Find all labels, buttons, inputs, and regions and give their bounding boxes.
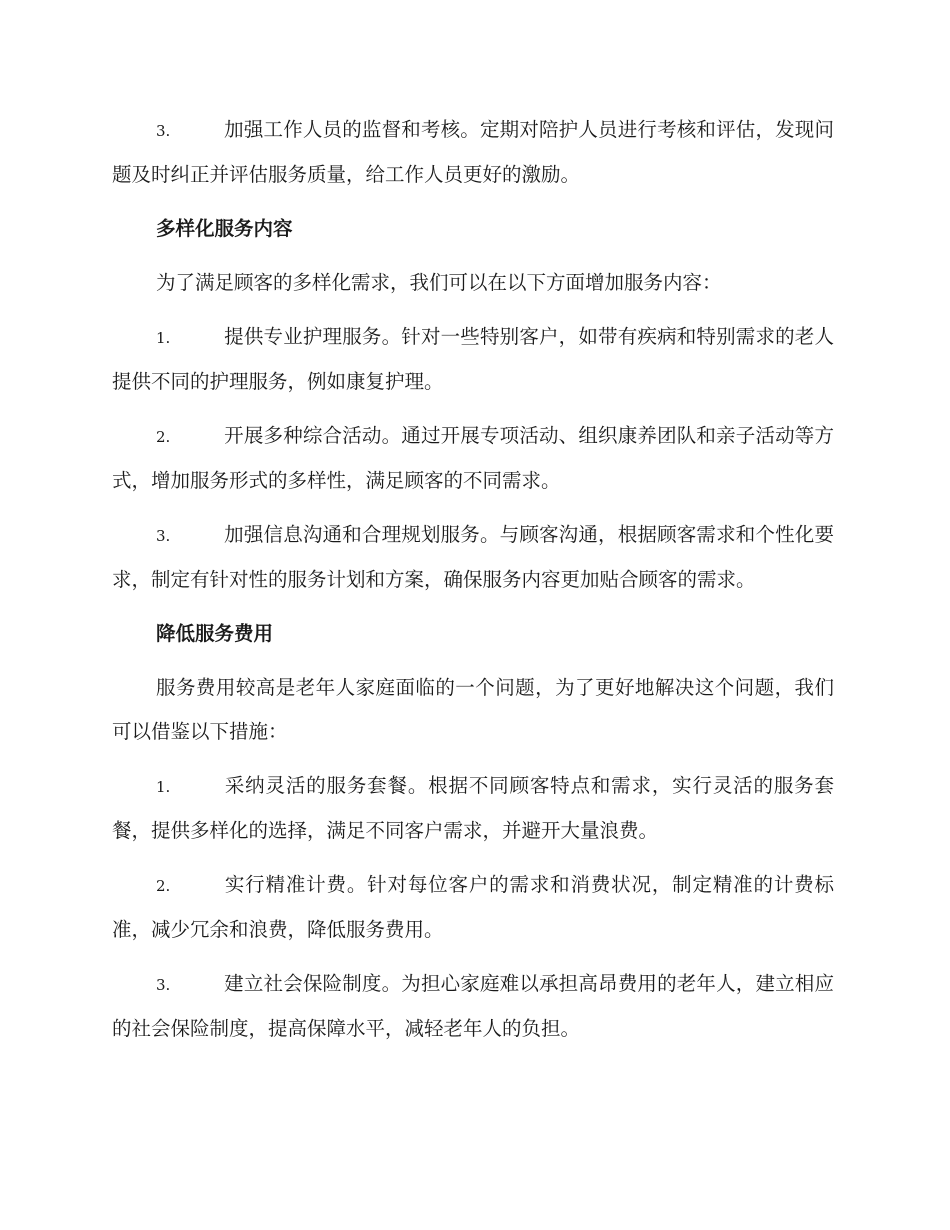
list-item — [112, 414, 834, 503]
paragraph: 服务费用较高是老年人家庭面临的一个问题，为了更好地解决这个问题，我们可以借鉴以下措施： — [112, 676, 834, 743]
list-item — [112, 513, 834, 602]
list-text: 提供专业护理服务。针对一些特别客户，如带有疾病和特别需求的老人提供不同的护理服务，例如康复护理。 — [112, 325, 834, 393]
list-item — [112, 764, 834, 853]
list-text: 加强工作人员的监督和考核。定期对陪护人员进行考核和评估，发现问题及时纠正并评估服务质量，给工作人员更好的激励。 — [112, 118, 834, 186]
paragraph: 为了满足顾客的多样化需求，我们可以在以下方面增加服务内容： — [156, 271, 722, 294]
list-item — [112, 962, 834, 1051]
list-number: 1. — [156, 329, 171, 347]
document-body — [112, 108, 834, 1061]
list-text: 实行精准计费。针对每位客户的需求和消费状况，制定精准的计费标准，减少冗余和浪费，降低服务费用。 — [112, 873, 834, 941]
list-text: 采纳灵活的服务套餐。根据不同顾客特点和需求，实行灵活的服务套餐，提供多样化的选择，满足不同客户需求，并避开大量浪费。 — [112, 774, 834, 842]
list-number: 3. — [156, 976, 171, 994]
section-heading-reduce-costs: 降低服务费用 — [156, 622, 274, 645]
list-number: 3. — [156, 527, 171, 545]
list-item — [112, 863, 834, 952]
list-number: 3. — [156, 122, 171, 140]
list-item — [112, 108, 834, 197]
list-number: 1. — [156, 778, 171, 796]
list-text: 开展多种综合活动。通过开展专项活动、组织康养团队和亲子活动等方式，增加服务形式的多样性，满足顾客的不同需求。 — [112, 424, 834, 492]
list-number: 2. — [156, 428, 171, 446]
list-text: 建立社会保险制度。为担心家庭难以承担高昂费用的老年人，建立相应的社会保险制度，提高保障水平，减轻老年人的负担。 — [112, 972, 834, 1040]
list-number: 2. — [156, 877, 171, 895]
list-text: 加强信息沟通和合理规划服务。与顾客沟通，根据顾客需求和个性化要求，制定有针对性的服务计划和方案，确保服务内容更加贴合顾客的需求。 — [112, 523, 834, 591]
list-item — [112, 315, 834, 404]
section-heading-diverse-services: 多样化服务内容 — [156, 217, 293, 240]
